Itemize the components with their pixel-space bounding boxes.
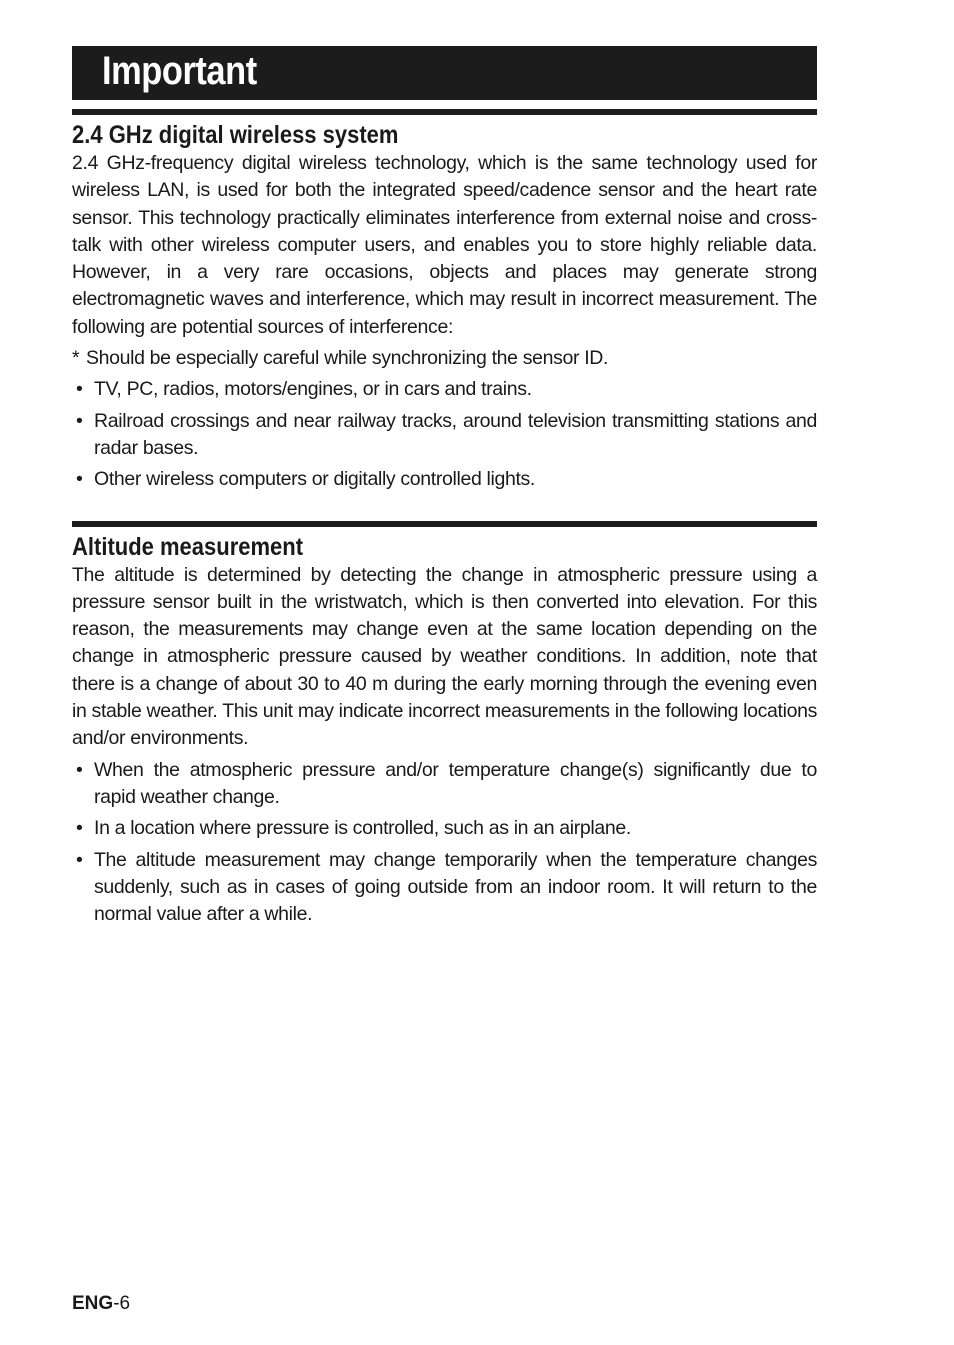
bullet-icon: •	[76, 468, 83, 491]
asterisk-mark: *	[72, 347, 80, 370]
bullet-icon: •	[76, 409, 83, 432]
title-banner	[72, 46, 817, 100]
section-altitude	[72, 532, 817, 929]
section-divider	[72, 521, 817, 527]
note	[72, 345, 817, 372]
bullet-icon: •	[76, 817, 83, 840]
bullet-icon: •	[76, 848, 83, 871]
list-item-text: TV, PC, radios, motors/engines, or in cars and trains.	[94, 378, 532, 401]
section-wireless	[72, 120, 817, 494]
list-item	[72, 847, 817, 929]
section-body: 2.4 GHz-frequency digital wireless technology, which is the same technology used for wireless LAN, is used for both the integrated speed/cadence sensor and the heart rate sensor. This technology practically eliminates interference from external noise and cross-talk with other wireless computer users, and enables you to store highly reliable data. However, in a very rare occasions, objects and places may generate strong electromagnetic waves and interference, which may result in incorrect measurement. The following are potential sources of interference:	[72, 152, 817, 338]
bullet-list	[72, 376, 817, 493]
list-item	[72, 815, 817, 842]
note-text: Should be especially careful while synchronizing the sensor ID.	[86, 347, 609, 370]
bullet-icon: •	[76, 758, 83, 781]
section-divider	[72, 109, 817, 115]
language-code: ENG	[72, 1293, 114, 1314]
bullet-list	[72, 757, 817, 929]
list-item	[72, 466, 817, 493]
page-number: -6	[113, 1293, 131, 1314]
section-heading: 2.4 GHz digital wireless system	[72, 121, 399, 149]
page-footer	[72, 1293, 130, 1315]
section-body: The altitude is determined by detecting the change in atmospheric pressure using a pressure sensor built in the wristwatch, which is then converted into elevation. For this reason, the measurements may change even at the same location depending on the change in atmospheric pressure caused by weather conditions. In addition, note that there is a change of about 30 to 40 m during the early morning through the evening even in stable weather. This unit may indicate incorrect measurements in the following locations and/or environments.	[72, 563, 817, 750]
list-item	[72, 376, 817, 403]
list-item-text: The altitude measurement may change temporarily when the temperature changes suddenly, such as in cases of going outside from an indoor room. It will return to the normal value after a while.	[94, 848, 817, 926]
list-item-text: In a location where pressure is controlled, such as in an airplane.	[94, 817, 631, 840]
list-item	[72, 408, 817, 463]
list-item	[72, 757, 817, 812]
list-item-text: Railroad crossings and near railway tracks, around television transmitting stations and radar bases.	[94, 409, 817, 459]
list-item-text: Other wireless computers or digitally controlled lights.	[94, 468, 536, 491]
bullet-icon: •	[76, 378, 83, 401]
page-title: Important	[102, 49, 257, 93]
page-content	[72, 46, 817, 928]
section-heading: Altitude measurement	[72, 532, 304, 561]
list-item-text: When the atmospheric pressure and/or temperature change(s) significantly due to rapid weather change.	[94, 758, 817, 808]
